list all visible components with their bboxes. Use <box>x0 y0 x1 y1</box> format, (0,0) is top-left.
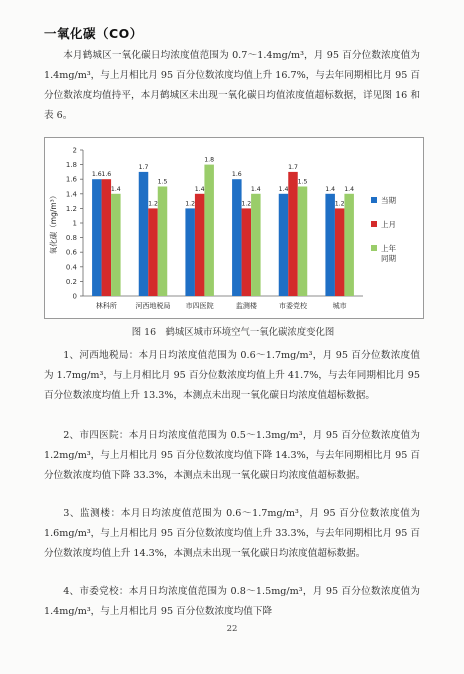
bar <box>232 179 242 296</box>
x-tick-label: 城市 <box>332 302 347 310</box>
legend-swatch <box>371 221 377 227</box>
bar-value-label: 1.6 <box>231 171 242 179</box>
co-bar-chart <box>44 137 424 319</box>
chart-svg <box>45 138 423 318</box>
bar <box>288 172 298 296</box>
bar <box>92 179 102 296</box>
bar <box>204 165 214 296</box>
bar-value-label: 1.7 <box>288 163 298 171</box>
bar <box>148 208 158 296</box>
legend-label: 当期 <box>381 196 396 205</box>
legend-swatch <box>371 245 377 251</box>
bar-value-label: 1.4 <box>325 185 336 193</box>
paragraph-monitoring: 3、监测楼：本月日均浓度值范围为 0.6～1.7mg/m³，月 95 百分位数浓度值为 1.6mg/m³，与上月相比月 95 百分位数浓度均值上升 33.3%，与去年同期相比月 95 百分位数浓度均值上升 14.3%，本测点未出现一氧化碳日均浓度值超标数据。 <box>44 508 420 559</box>
legend-swatch <box>371 197 377 203</box>
legend-label: 同期 <box>381 254 396 263</box>
bar <box>139 172 149 296</box>
bar <box>251 194 260 296</box>
legend-label: 上年 <box>381 244 396 253</box>
x-tick-label: 监测楼 <box>235 302 257 310</box>
bar-value-label: 1.4 <box>194 185 205 193</box>
page-number: 22 <box>226 624 238 634</box>
y-tick-label: 1.2 <box>65 204 77 213</box>
bar-value-label: 1.2 <box>185 200 196 208</box>
intro-paragraph: 本月鹤城区一氧化碳日均浓度值范围为 0.7～1.4mg/m³，月 95 百分位数浓度值为 1.4mg/m³，与上月相比月 95 百分位数浓度均值上升 16.7%，与去年同期相比月 95 百分位数浓度均值持平，本月鹤城区未出现一氧化碳日均值浓度值超标数据，详见图 16 和表 6。 <box>44 50 420 121</box>
bar <box>344 194 354 296</box>
bar-value-label: 1.2 <box>148 200 158 208</box>
bar <box>298 187 308 297</box>
bar-value-label: 1.4 <box>344 185 355 193</box>
y-tick-label: 0 <box>72 292 77 301</box>
x-tick-label: 市四医院 <box>185 302 214 310</box>
bar-value-label: 1.6 <box>91 171 102 179</box>
paragraph-hexi: 1、河西地税局：本月日均浓度值范围为 0.6～1.7mg/m³，月 95 百分位数浓度值为 1.7mg/m³，与上月相比月 95 百分位数浓度均值上升 41.7%，与去年同期相比月 95 百分位数浓度均值上升 13.3%，本测点未出现一氧化碳日均浓度值超标数据。 <box>44 350 420 401</box>
bar-value-label: 1.2 <box>334 200 345 208</box>
bar <box>242 208 252 296</box>
section-title: 一氧化碳（CO） <box>44 26 143 41</box>
figure-caption: 图 16 鹤城区城市环境空气一氧化碳浓度变化图 <box>131 327 335 338</box>
bar-value-label: 1.7 <box>138 163 149 171</box>
y-tick-label: 1.8 <box>65 161 77 170</box>
y-axis-label: 氧化碳（mg/m³） <box>49 191 58 255</box>
bar <box>102 179 112 296</box>
paragraph-party-school: 4、市委党校：本月日均浓度值范围为 0.8～1.5mg/m³，月 95 百分位数浓度值为 1.4mg/m³，与上月相比月 95 百分位数浓度均值下降 <box>44 586 420 617</box>
bar <box>279 194 289 296</box>
paragraph-hospital: 2、市四医院：本月日均浓度值范围为 0.5～1.3mg/m³，月 95 百分位数浓度值为 1.2mg/m³，与上月相比月 95 百分位数浓度均值下降 14.3%，与去年同期相比月 95 百分位数浓度均值下降 33.3%，本测点未出现一氧化碳日均浓度值超标数据。 <box>44 430 420 481</box>
bar-value-label: 1.4 <box>278 185 289 193</box>
y-tick-label: 1.4 <box>65 190 77 199</box>
x-tick-label: 市委党校 <box>279 302 307 310</box>
x-tick-label: 林科所 <box>95 302 117 310</box>
y-tick-label: 0.6 <box>65 248 77 257</box>
bar-value-label: 1.6 <box>101 171 112 179</box>
x-tick-label: 河西地税局 <box>135 302 171 310</box>
bar-value-label: 1.5 <box>297 178 308 186</box>
bar-value-label: 1.2 <box>241 200 252 208</box>
y-tick-label: 1 <box>72 219 77 228</box>
bar <box>111 194 121 296</box>
bar <box>325 194 335 296</box>
bar <box>185 208 195 296</box>
bar-value-label: 1.8 <box>204 156 215 164</box>
bar-value-label: 1.5 <box>157 178 168 186</box>
bar <box>335 208 345 296</box>
legend-label: 上月 <box>381 220 396 229</box>
y-tick-label: 2 <box>72 146 77 155</box>
y-tick-label: 0.8 <box>65 234 77 243</box>
bar-value-label: 1.4 <box>110 185 121 193</box>
y-tick-label: 1.6 <box>65 175 77 184</box>
y-tick-label: 0.4 <box>65 263 77 272</box>
bar <box>158 187 168 297</box>
y-tick-label: 0.2 <box>65 277 77 286</box>
bar <box>195 194 205 296</box>
bar-value-label: 1.4 <box>250 185 261 193</box>
